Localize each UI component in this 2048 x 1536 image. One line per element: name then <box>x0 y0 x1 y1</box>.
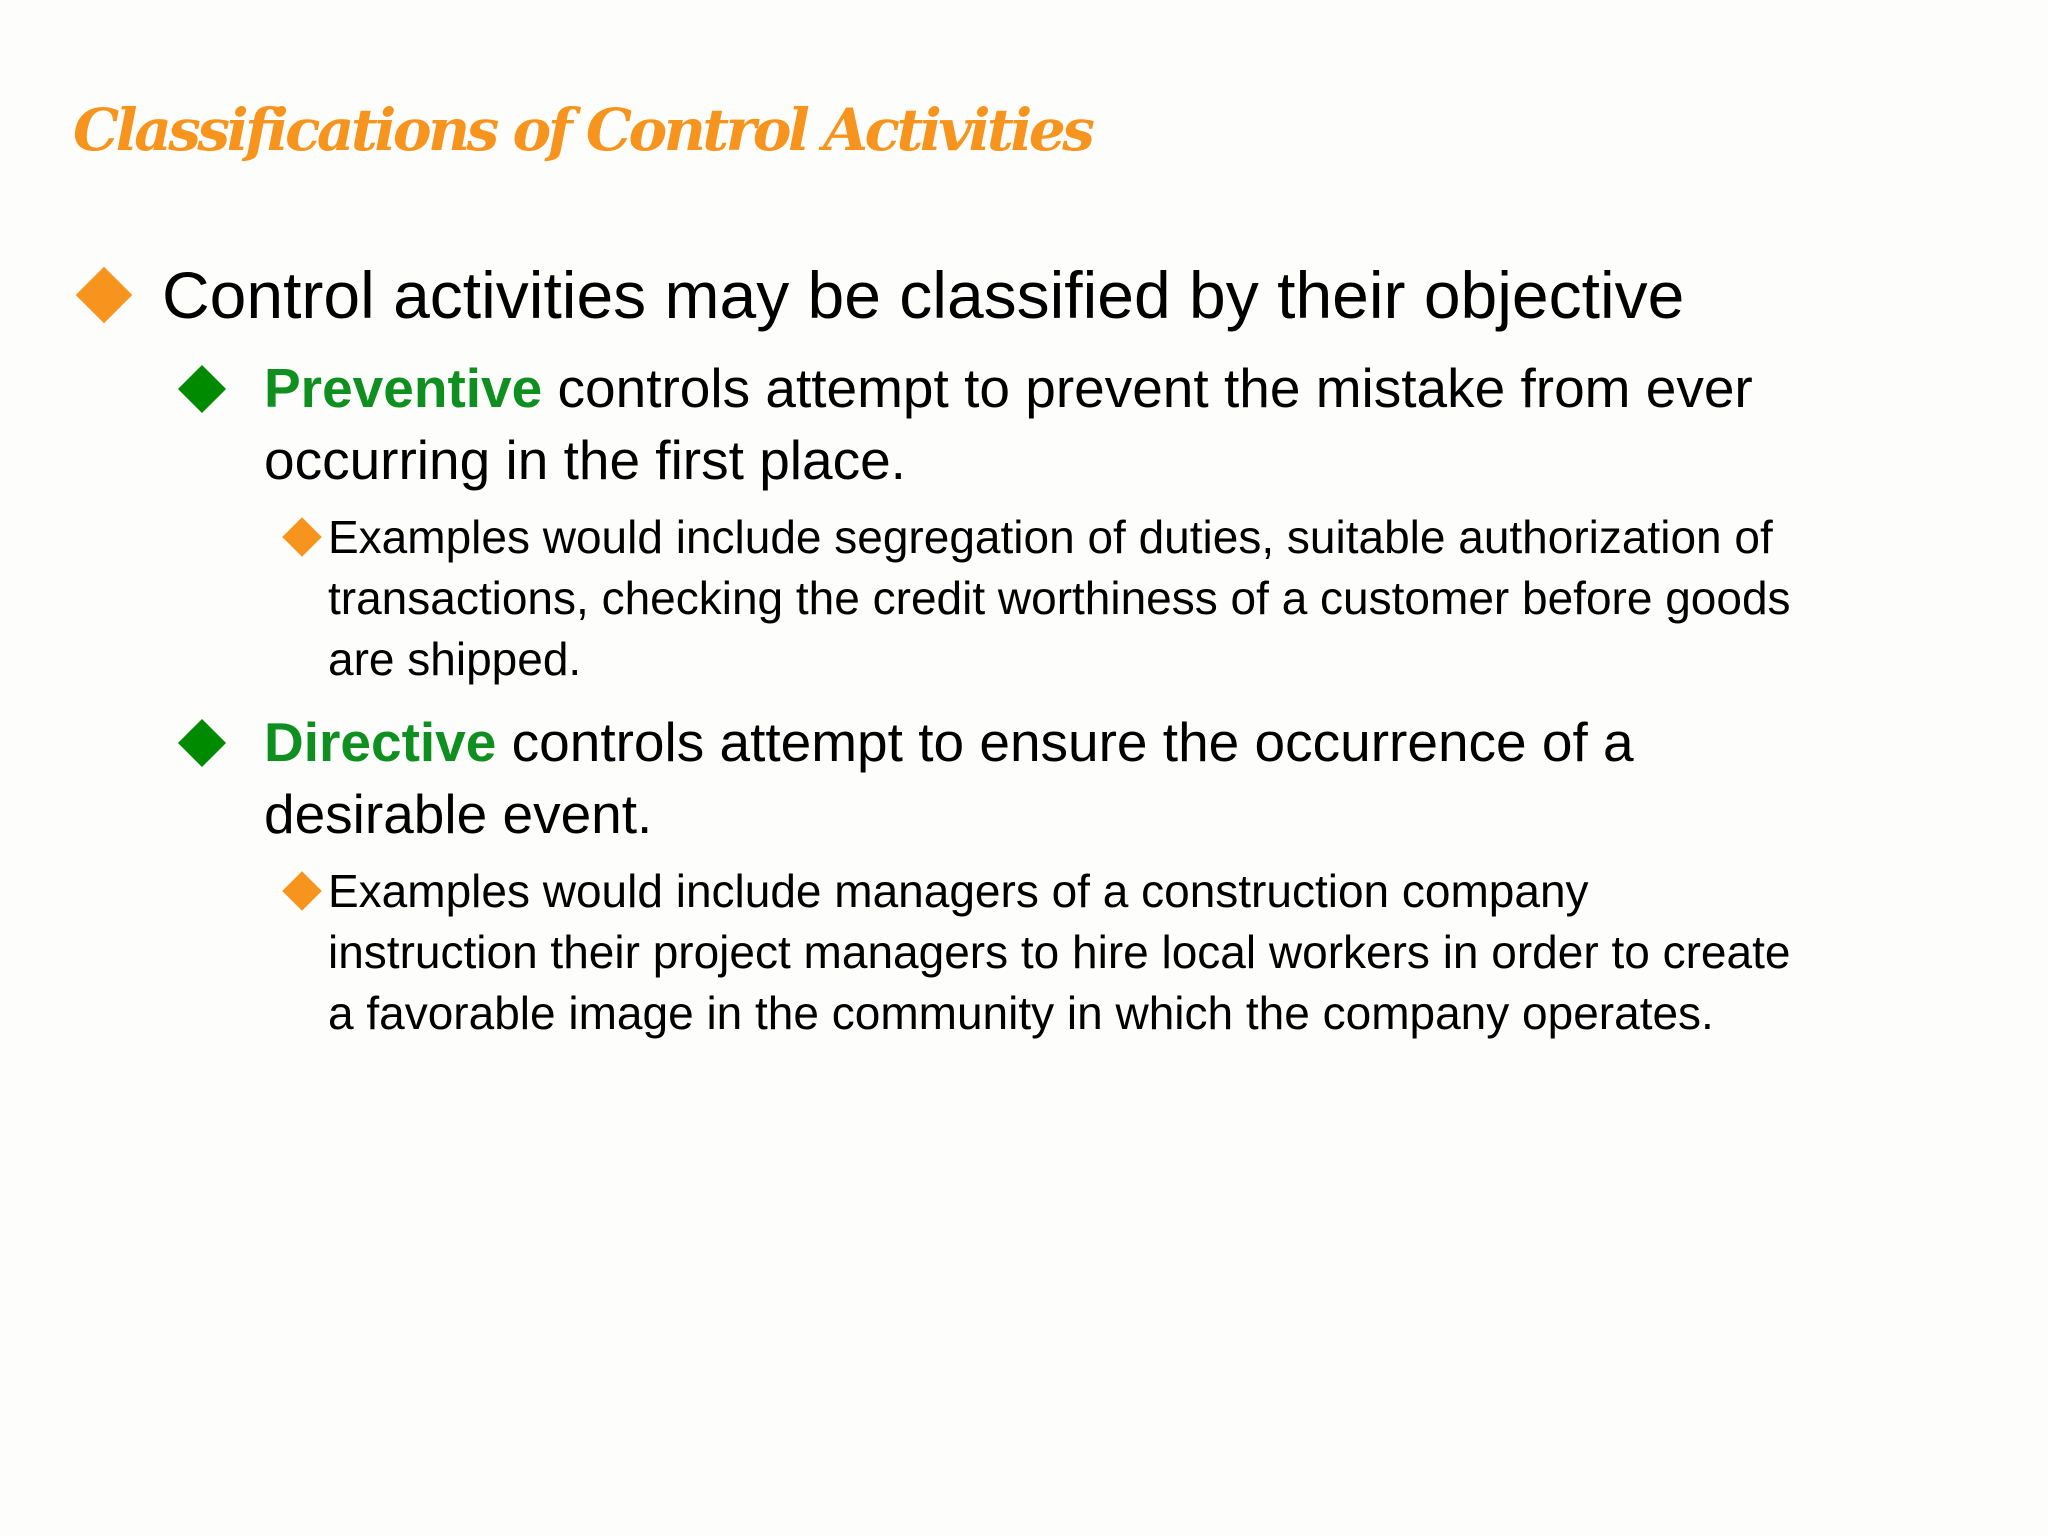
directive-example-line3: a favorable image in the community in which the company operates. <box>328 987 1714 1039</box>
directive-bullet-line2: desirable event. <box>264 783 653 845</box>
preventive-text: controls attempt to prevent the mistake from ever <box>542 357 1753 419</box>
preventive-example-line3: are shipped. <box>328 633 582 685</box>
orange-diamond-icon <box>76 267 133 324</box>
preventive-bullet-line1 <box>264 352 1753 424</box>
main-bullet-text: Control activities may be classified by their objective <box>162 258 1685 332</box>
orange-diamond-icon <box>282 517 322 557</box>
directive-bullet-line1 <box>264 706 1634 778</box>
preventive-example-line1: Examples would include segregation of duties, suitable authorization of <box>328 511 1773 563</box>
directive-term: Directive <box>264 711 497 773</box>
directive-example-line1: Examples would include managers of a construction company <box>328 865 1589 917</box>
directive-text: controls attempt to ensure the occurrence of a <box>496 711 1634 773</box>
preventive-term: Preventive <box>264 357 543 419</box>
orange-diamond-icon <box>282 871 322 911</box>
green-diamond-icon <box>178 365 226 413</box>
directive-example-line2: instruction their project managers to hire local workers in order to create <box>328 926 1791 978</box>
slide-title: Classifications of Control Activities <box>73 96 1092 164</box>
preventive-example-line2: transactions, checking the credit worthiness of a customer before goods <box>328 572 1791 624</box>
preventive-bullet-line2: occurring in the first place. <box>264 429 906 491</box>
green-diamond-icon <box>178 719 226 767</box>
